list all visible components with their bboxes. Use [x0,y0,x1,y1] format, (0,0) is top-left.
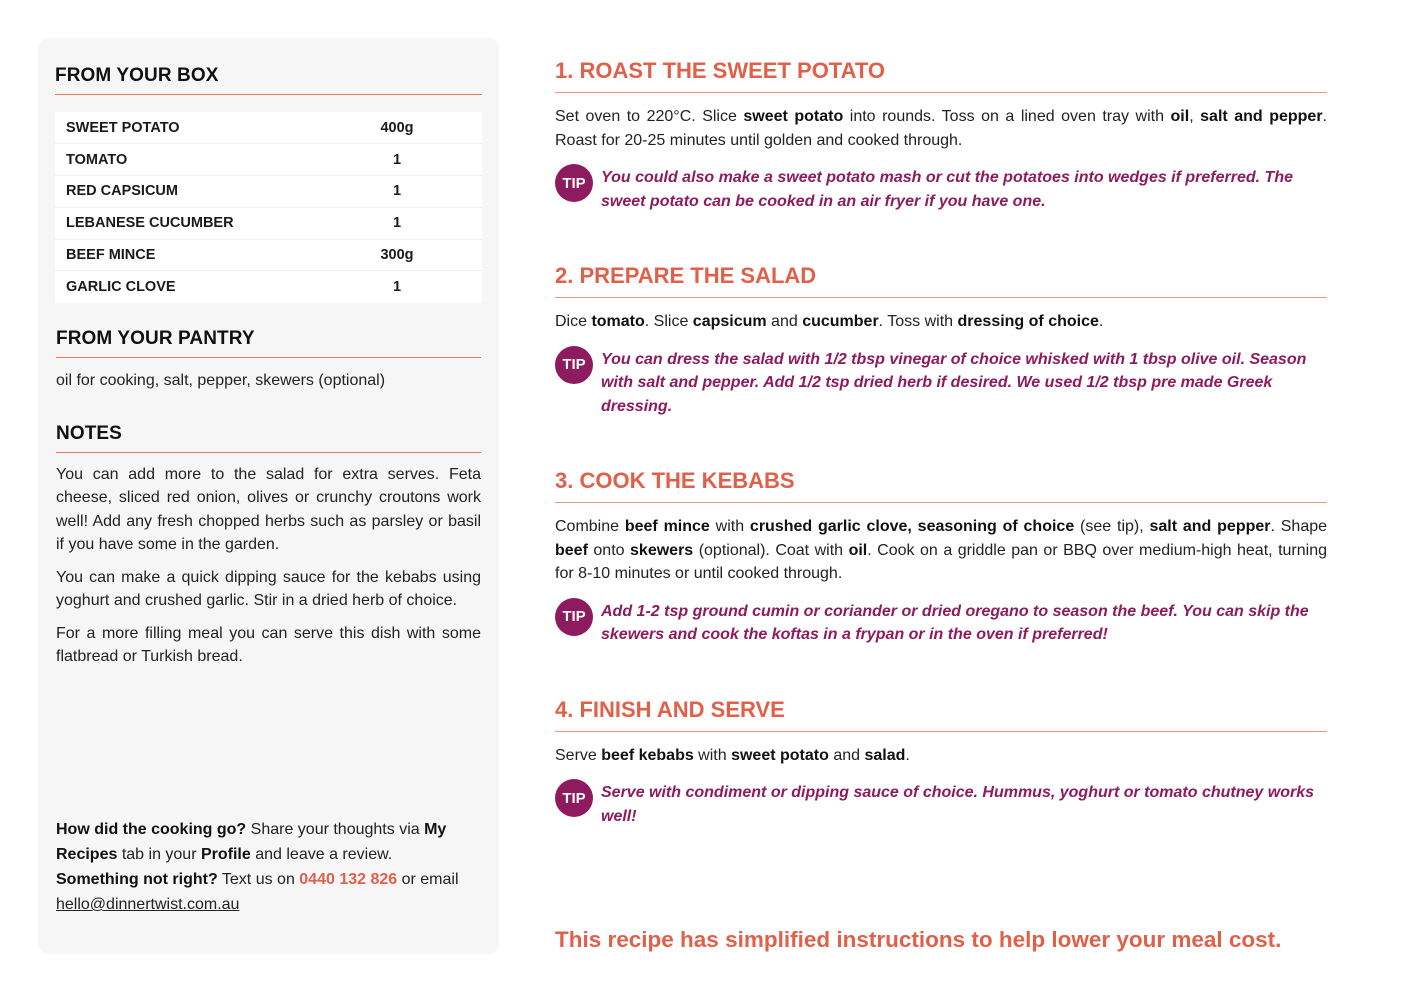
ingredient-highlight: beef [555,541,588,559]
step-title: 3. COOK THE KEBABS [555,468,1327,503]
step-3 [555,468,1327,647]
note-paragraph: You can make a quick dipping sauce for the kebabs using yoghurt and crushed garlic. Stir in a dried herb of choice. [56,568,481,610]
step-text: with [693,746,732,764]
ingredient-name: RED CAPSICUM [66,183,178,200]
tip-text: Add 1-2 tsp ground cumin or coriander or dried oregano to season the beef. You can skip the skewers and cook the koftas in a frypan or in the oven if preferred! [601,602,1309,643]
step-4 [555,697,1327,829]
feedback-question: How did the cooking go? [56,821,247,838]
ingredient-qty: 1 [392,215,402,232]
feedback-text: Text us on [217,871,300,888]
ingredient-highlight: tomato [591,313,645,330]
my-recipes-label: My Recipes [56,821,447,863]
step-body [555,310,1327,334]
support-phone-link[interactable]: 0440 132 826 [299,871,398,888]
tip-badge-icon: TIP [555,779,593,817]
ingredient-highlight: beef mince [624,518,710,535]
ingredient-name: LEBANESE CUCUMBER [66,215,234,232]
ingredient-highlight: sweet potato [743,108,844,125]
profile-label: Profile [200,846,251,863]
note-paragraph: For a more filling meal you can serve this dish with some flatbread or Turkish bread. [56,624,481,666]
notes-title: NOTES [56,423,481,453]
ingredient-highlight: capsicum [692,313,767,330]
step-text: Serve [555,746,602,764]
feedback-block [56,817,481,917]
support-email-link[interactable]: hello@dinnertwist.com.au [56,896,240,913]
ingredient-name: TOMATO [66,151,128,168]
step-title: 2. PREPARE THE SALAD [555,263,1327,298]
ingredient-name: GARLIC CLOVE [66,279,176,296]
tip-badge-icon: TIP [555,598,593,636]
tip-box [555,600,1327,647]
step-text: with [709,518,750,535]
ingredient-row [55,207,482,239]
pantry-text: oil for cooking, salt, pepper, skewers (optional) [56,371,386,389]
ingredient-qty: 1 [392,183,402,200]
ingredient-row [55,239,482,271]
step-text: , [1189,108,1201,125]
step-text: Combine [555,518,625,535]
step-text: and [766,313,803,330]
ingredient-highlight: salt and pepper [1200,108,1323,125]
step-text: . Shape [1270,518,1328,535]
ingredient-highlight: skewers [630,541,694,559]
ingredient-name: BEEF MINCE [66,247,156,264]
ingredients-table [55,112,482,303]
tip-badge-icon: TIP [555,346,593,384]
step-text: . [1098,313,1104,330]
step-1 [555,58,1327,213]
step-text: . Slice [644,313,693,330]
step-text: (optional). Coat with [693,541,849,559]
step-body [555,515,1327,586]
ingredient-row [55,271,482,303]
ingredient-qty: 300g [380,247,414,264]
ingredient-highlight: cucumber [802,313,879,330]
ingredient-qty: 1 [392,151,402,168]
tip-box [555,781,1327,828]
feedback-text: tab in your [117,846,201,863]
tip-box [555,166,1327,213]
tip-badge-icon: TIP [555,164,593,202]
support-question: Something not right? [56,871,218,888]
step-text: . Roast for 20-25 minutes until golden and cooked through. [555,108,1327,149]
ingredient-highlight: dressing of choice [957,313,1099,330]
step-text: Dice [555,313,592,330]
tip-text: Serve with condiment or dipping sauce of choice. Hummus, yoghurt or tomato chutney works well! [601,784,1314,825]
step-text: into rounds. Toss on a lined oven tray with [843,108,1171,125]
step-text: and [828,746,865,764]
step-text: . Toss with [878,313,958,330]
ingredients-panel [38,38,499,954]
ingredient-highlight: sweet potato [731,746,829,764]
from-your-box-title: FROM YOUR BOX [55,65,482,95]
step-text: . [905,746,910,764]
step-text: onto [587,541,631,559]
ingredient-highlight: beef kebabs [601,746,694,764]
step-text: Set oven to 220°C. Slice [555,108,744,125]
ingredient-highlight: oil [1170,108,1190,125]
ingredient-name: SWEET POTATO [66,119,180,136]
note-paragraph: You can add more to the salad for extra serves. Feta cheese, sliced red onion, olives or crunchy croutons work well! Add any fresh chopped herbs such as parsley or basil if you have some in the garden. [56,465,481,554]
feedback-text: Share your thoughts via [246,821,425,838]
ingredient-highlight: salad [864,746,906,764]
ingredient-qty: 400g [380,119,414,136]
step-2 [555,263,1327,418]
ingredient-row [55,176,482,208]
ingredient-row [55,144,482,176]
step-title: 1. ROAST THE SWEET POTATO [555,58,1327,93]
method-steps [555,58,1327,828]
feedback-text: and leave a review. [250,846,393,863]
notes-body [55,463,482,669]
ingredient-highlight: crushed garlic clove, seasoning of choice [749,518,1075,535]
step-body [555,744,1327,768]
from-your-pantry-title: FROM YOUR PANTRY [56,328,481,358]
step-body [555,105,1327,152]
step-text: . Cook on a griddle pan or BBQ over medium-high heat, turning for 8-10 minutes or until cooked through. [555,541,1328,582]
step-title: 4. FINISH AND SERVE [555,697,1327,732]
ingredient-highlight: oil [848,541,868,559]
step-text: (see tip), [1074,518,1150,535]
tip-text: You can dress the salad with 1/2 tbsp vinegar of choice whisked with 1 tbsp olive oil. Season with salt and pepper. Add 1/2 tsp dried herb if desired. We used 1/2 tbsp pre made Greek dressing. [601,350,1307,415]
ingredient-row [55,112,482,144]
ingredient-highlight: salt and pepper [1149,518,1271,535]
feedback-text: or email [397,871,459,888]
tip-text: You could also make a sweet potato mash or cut the potatoes into wedges if preferred. The sweet potato can be cooked in an air fryer if you have one. [601,169,1293,210]
ingredient-qty: 1 [392,279,402,296]
footer-note: This recipe has simplified instructions to help lower your meal cost. [555,927,1282,952]
tip-box [555,348,1327,419]
